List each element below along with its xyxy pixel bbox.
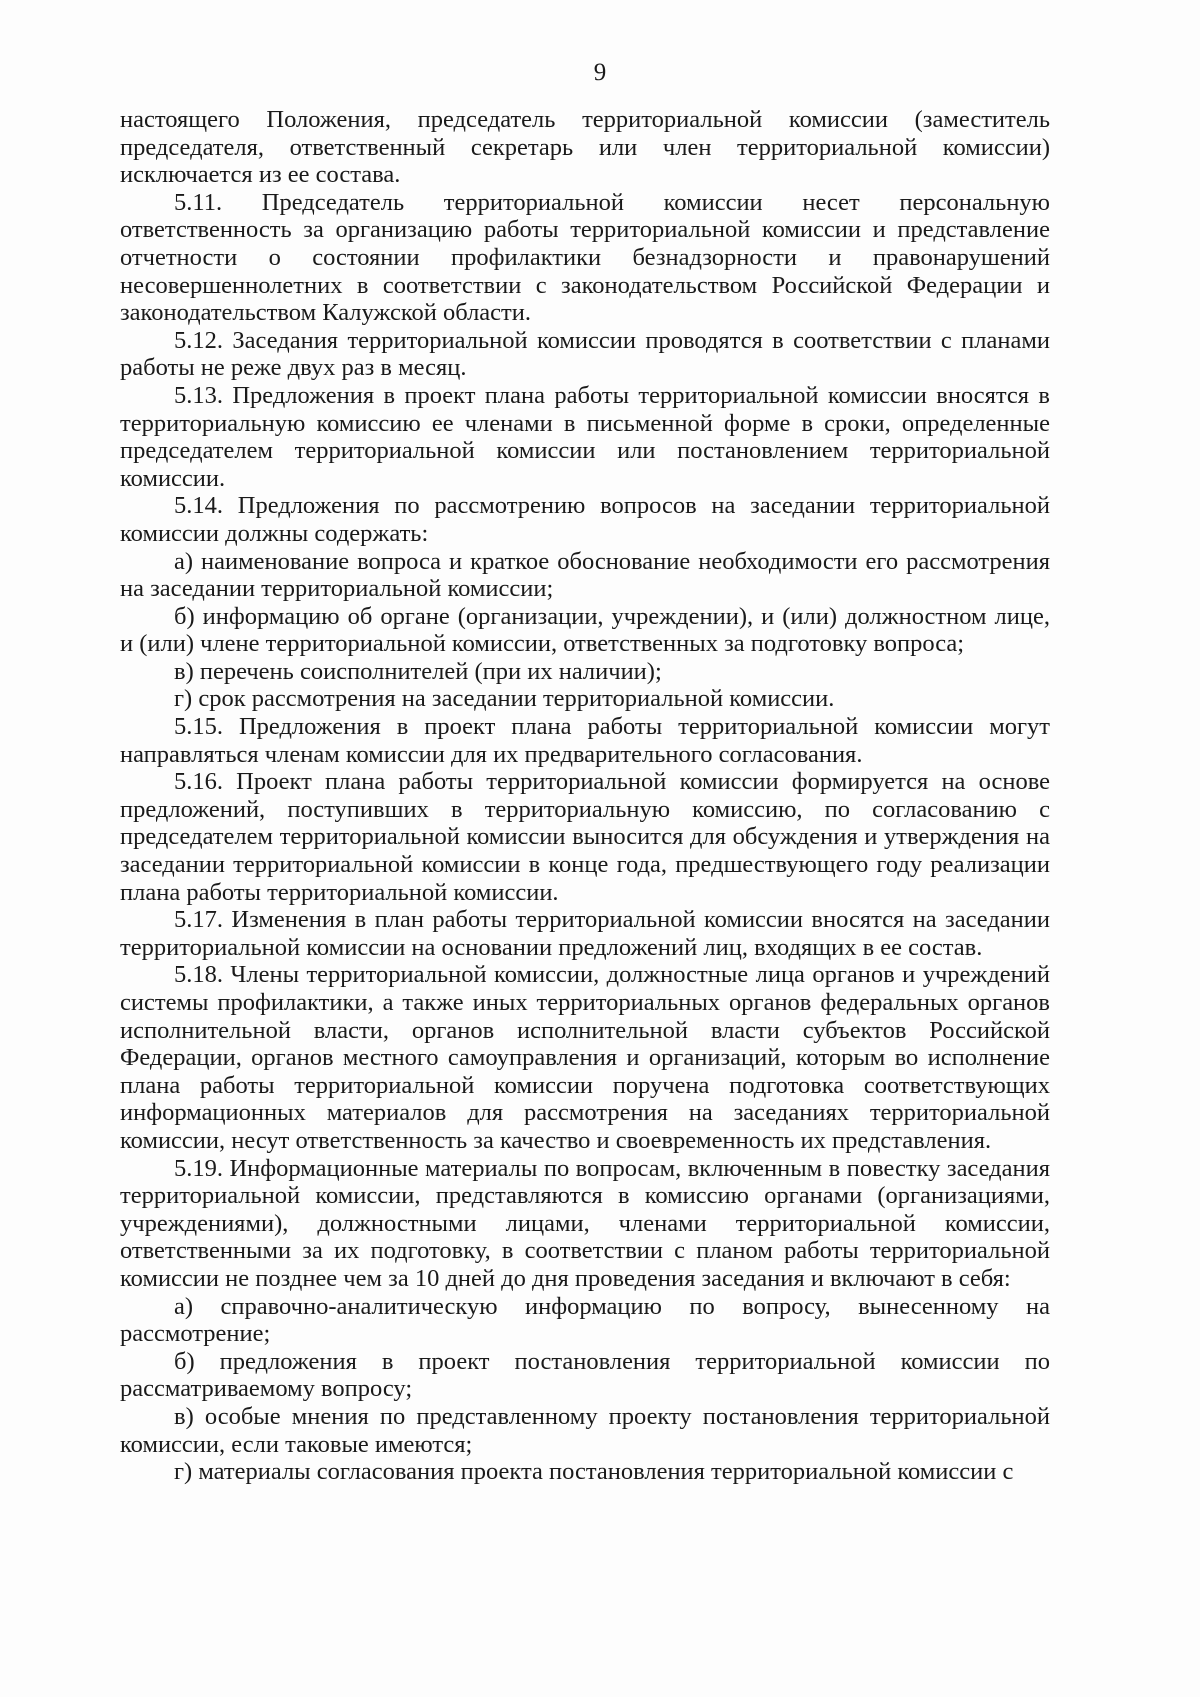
paragraph-5-14: 5.14. Предложения по рассмотрению вопросов на заседании территориальной комиссии должны содержать: bbox=[120, 492, 1050, 547]
paragraph-continuation: настоящего Положения, председатель территориальной комиссии (заместитель председателя, ответственный секретарь или член территориальной комиссии) исключается из ее состава. bbox=[120, 106, 1050, 189]
paragraph-5-15: 5.15. Предложения в проект плана работы территориальной комиссии могут направляться членам комиссии для их предварительного согласования. bbox=[120, 713, 1050, 768]
paragraph-5-18: 5.18. Члены территориальной комиссии, должностные лица органов и учреждений системы профилактики, а также иных территориальных органов федеральных органов исполнительной власти, органов исполнительной власти субъектов Российской Федерации, органов местного самоуправления и организаций, которым во исполнение плана работы территориальной комиссии поручена подготовка соответствующих информационных материалов для рассмотрения на заседаниях территориальной комиссии, несут ответственность за качество и своевременность их представления. bbox=[120, 961, 1050, 1154]
paragraph-5-12: 5.12. Заседания территориальной комиссии проводятся в соответствии с планами работы не реже двух раз в месяц. bbox=[120, 326, 1050, 382]
page-number: 9 bbox=[593, 59, 607, 86]
list-item-5-19-v: в) особые мнения по представленному проекту постановления территориальной комиссии, если таковые имеются; bbox=[120, 1402, 1050, 1458]
list-item-5-14-b: б) информацию об органе (организации, учреждении), и (или) должностном лице, и (или) члене территориальной комиссии, ответственных за подготовку вопроса; bbox=[120, 602, 1050, 658]
list-item-5-19-g: г) материалы согласования проекта постановления территориальной комиссии с bbox=[174, 1458, 1014, 1486]
paragraph-5-17: 5.17. Изменения в план работы территориальной комиссии вносятся на заседании территориальной комиссии на основании предложений лиц, входящих в ее состав. bbox=[120, 906, 1050, 961]
list-item-5-14-g: г) срок рассмотрения на заседании территориальной комиссии. bbox=[174, 685, 835, 713]
document-body bbox=[120, 106, 1050, 1486]
paragraph-5-16: 5.16. Проект плана работы территориальной комиссии формируется на основе предложений, поступивших в территориальную комиссию, по согласованию с председателем территориальной комиссии выносится для обсуждения и утверждения на заседании территориальной комиссии в конце года, предшествующего году реализации плана работы территориальной комиссии. bbox=[120, 768, 1050, 906]
list-item-5-14-a: а) наименование вопроса и краткое обоснование необходимости его рассмотрения на заседании территориальной комиссии; bbox=[120, 547, 1050, 603]
list-item-5-19-a: а) справочно-аналитическую информацию по вопросу, вынесенному на рассмотрение; bbox=[120, 1292, 1050, 1348]
paragraph-5-11: 5.11. Председатель территориальной комиссии несет персональную ответственность за организацию работы территориальной комиссии и представление отчетности о состоянии профилактики безнадзорности и правонарушений несовершеннолетних в соответствии с законодательством Российской Федерации и законодательством Калужской области. bbox=[120, 188, 1050, 327]
list-item-5-14-v: в) перечень соисполнителей (при их наличии); bbox=[174, 657, 662, 685]
paragraph-5-19: 5.19. Информационные материалы по вопросам, включенным в повестку заседания территориальной комиссии, представляются в комиссию органами (организациями, учреждениями), должностными лицами, членами территориальной комиссии, ответственными за их подготовку, в соответствии с планом работы территориальной комиссии не позднее чем за 10 дней до дня проведения заседания и включают в себя: bbox=[120, 1154, 1050, 1292]
list-item-5-19-b: б) предложения в проект постановления территориальной комиссии по рассматриваемому вопросу; bbox=[120, 1347, 1050, 1403]
paragraph-5-13: 5.13. Предложения в проект плана работы территориальной комиссии вносятся в территориальную комиссию ее членами в письменной форме в сроки, определенные председателем территориальной комиссии или постановлением территориальной комиссии. bbox=[120, 381, 1050, 492]
